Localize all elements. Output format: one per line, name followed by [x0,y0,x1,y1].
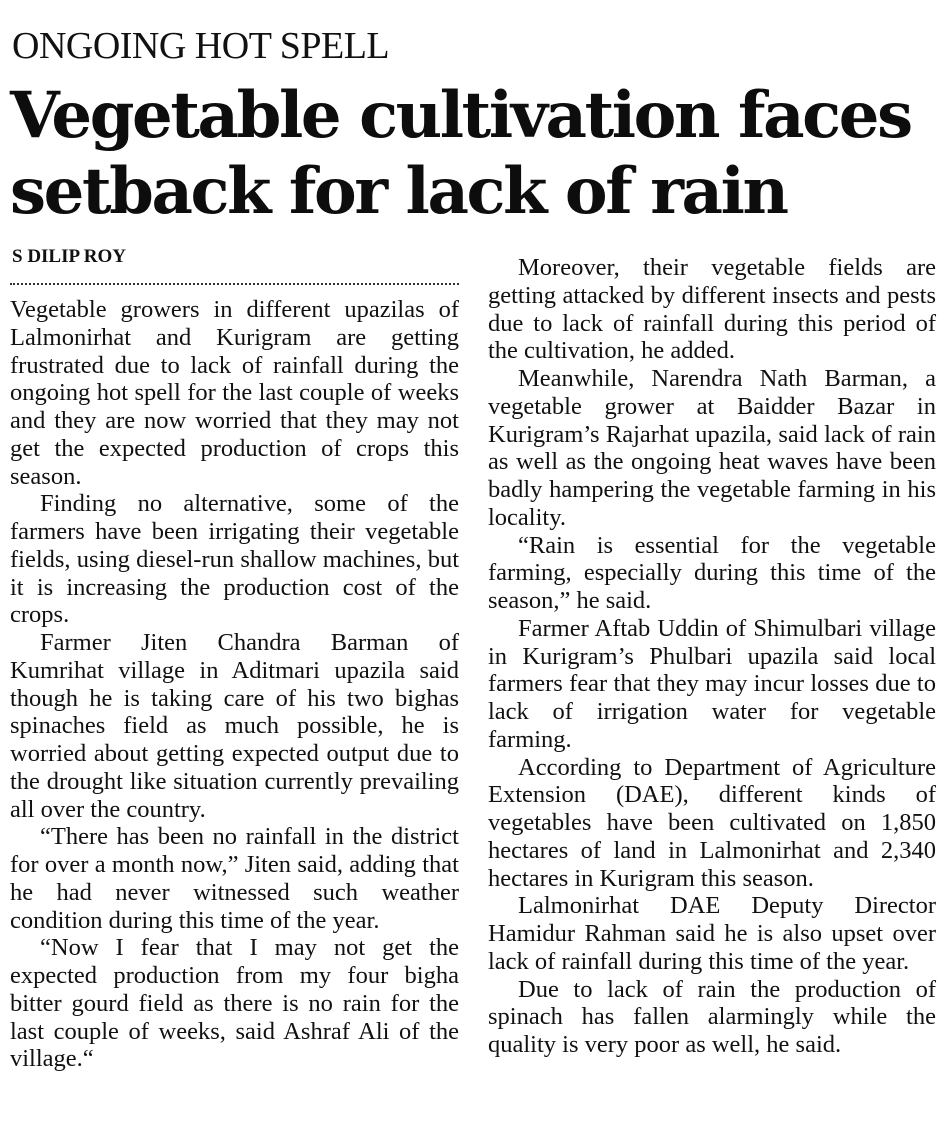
article-headline [10,78,940,230]
paragraph: “Now I fear that I may not get the expected production from my four bigha bitter gourd field as there is no rain for the last couple of weeks, said Ashraf Ali of the village.“ [10,934,459,1073]
paragraph: Lalmonirhat DAE Deputy Director Hamidur Rahman said he is also upset over lack of rainfall during this time of the year. [488,892,936,975]
headline-line-1: Vegetable cultivation faces [10,78,911,153]
paragraph: “Rain is essential for the vegetable farming, especially during this time of the season,” he said. [488,531,936,614]
paragraph: Meanwhile, Narendra Nath Barman, a vegetable grower at Baidder Bazar in Kurigram’s Rajarhat upazila, said lack of rain as well as the ongoing heat waves have been badly hampering the vegetable farming in his locality. [488,365,936,531]
paragraph: Moreover, their vegetable fields are getting attacked by different insects and pests due to lack of rainfall during this period of the cultivation, he added. [488,254,936,365]
article-column-left [10,296,459,1073]
byline: S DILIP ROY [12,246,127,267]
paragraph: Finding no alternative, some of the farmers have been irrigating their vegetable fields, using diesel-run shallow machines, but it is increasing the production cost of the crops. [10,490,459,629]
paragraph: According to Department of Agriculture Extension (DAE), different kinds of vegetables have been cultivated on 1,850 hectares of land in Lalmonirhat and 2,340 hectares in Kurigram this season. [488,753,936,892]
headline-line-2: setback for lack of rain [10,154,787,229]
article-kicker: ONGOING HOT SPELL [12,25,390,67]
paragraph: Farmer Jiten Chandra Barman of Kumrihat village in Aditmari upazila said though he is taking care of his two bighas spinaches field as much possible, he is worried about getting expected output due to the drought like situation currently prevailing all over the country. [10,629,459,823]
byline-divider [10,283,459,285]
paragraph: “There has been no rainfall in the district for over a month now,” Jiten said, adding that he had never witnessed such weather condition during this time of the year. [10,823,459,934]
paragraph: Vegetable growers in different upazilas of Lalmonirhat and Kurigram are getting frustrated due to lack of rainfall during the ongoing hot spell for the last couple of weeks and they are now worried that they may not get the expected production of crops this season. [10,296,459,490]
paragraph: Farmer Aftab Uddin of Shimulbari village in Kurigram’s Phulbari upazila said local farmers fear that they may incur losses due to lack of irrigation water for vegetable farming. [488,614,936,753]
paragraph: Due to lack of rain the production of spinach has fallen alarmingly while the quality is very poor as well, he said. [488,975,936,1058]
article-column-right [488,254,936,1059]
